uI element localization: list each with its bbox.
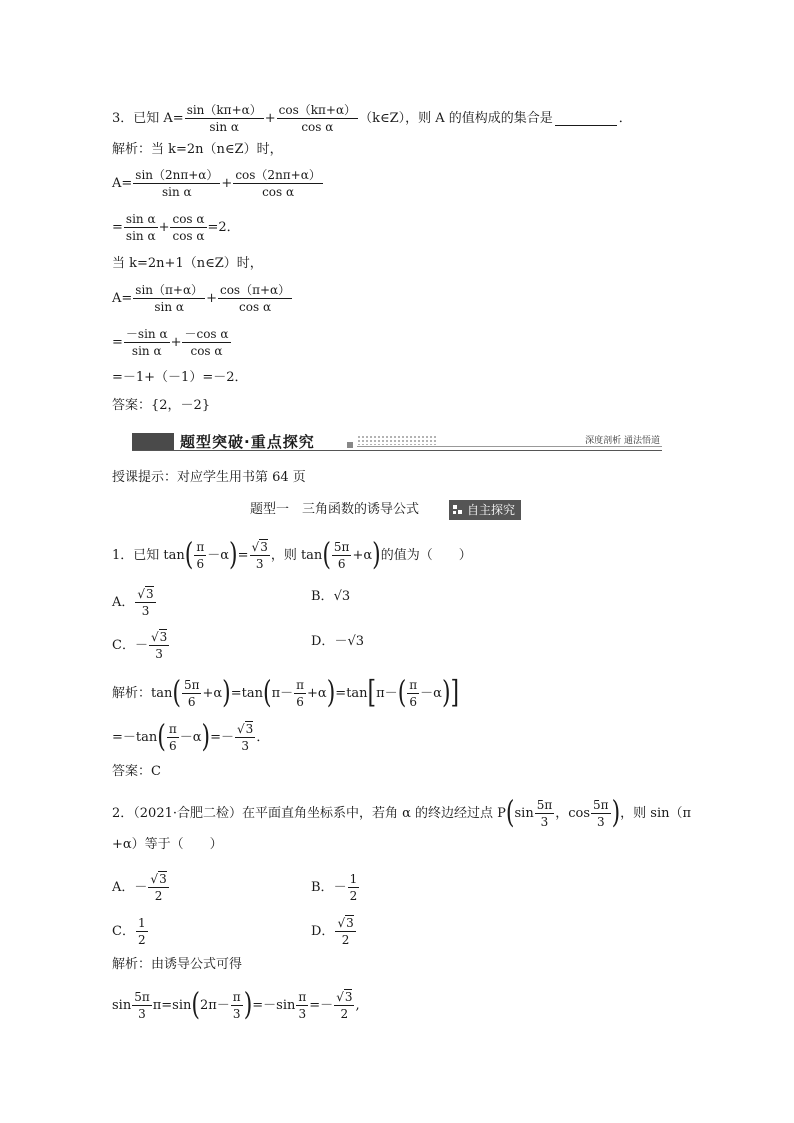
band-rule [132, 450, 662, 451]
solution-line: 解析：当 k=2n（n∈Z）时， [112, 142, 283, 157]
fraction: $\frac{\text{sin α}}{\text{sin α}}$ [125, 212, 156, 243]
fraction: $\frac{\cos(2n\pi+\alpha)}{\text{cos α}}$ [235, 168, 321, 199]
fraction: $\frac{\sin(2n\pi+\alpha)}{\text{sin α}}$ [135, 168, 219, 199]
fraction: $\frac{\cos(k\pi+\alpha)}{\text{cos α}}$ [278, 103, 357, 134]
band-right-text: 深度剖析 通法悟道 [585, 436, 660, 446]
question-2-cont: +α）等于（ ） [112, 837, 223, 852]
question-2: 2．（2021·合肥二检）在平面直角坐标系中，若角 α 的终边经过点 P ( sin $\frac{5\pi}{3}$ ，cos $\frac{5\pi}{3}$ ) ，则 sin（π [112, 795, 692, 831]
solution-line: 当 k=2n+1（n∈Z）时， [112, 256, 263, 271]
option-c[interactable]: C． $\frac{1}{2}$ [112, 916, 146, 947]
solution-line: =－1+（－1）=－2． [112, 370, 248, 385]
section-title: 题型一 三角函数的诱导公式 自主探究 [250, 500, 521, 520]
fraction: $\frac{\text{cos α}}{\text{cos α}}$ [172, 212, 205, 243]
q3-suffix: （k∈Z），则 A 的值构成的集合是 [359, 110, 553, 126]
option-a[interactable]: A． $\frac{√3}{3}$ [112, 587, 154, 618]
fraction: $\frac{\text{－cos α}}{\text{cos α}}$ [184, 327, 229, 358]
fraction: $\frac{\cos(\pi+\alpha)}{\text{cos α}}$ [219, 283, 291, 314]
option-d[interactable]: D． －√3 [311, 634, 364, 649]
band-block [132, 433, 174, 450]
solution-line: = $\frac{\text{－sin α}}{\text{sin α}}$ + $\frac{\text{－cos α}}{\text{cos α}}$ [112, 327, 229, 358]
band-square [347, 442, 353, 448]
option-b[interactable]: B． － $\frac{1}{2}$ [311, 872, 358, 903]
solution-line: = $\frac{\text{sin α}}{\text{sin α}}$ + $\frac{\text{cos α}}{\text{cos α}}$ =2． [112, 212, 240, 243]
fraction: $\frac{\sin(k\pi+\alpha)}{\text{sin α}}$ [186, 103, 262, 134]
option-a[interactable]: A． － $\frac{√3}{2}$ [112, 872, 167, 903]
band-dots [357, 435, 437, 445]
answer-blank[interactable] [555, 111, 617, 126]
option-d[interactable]: D． $\frac{√3}{2}$ [311, 916, 354, 947]
solution-line: =－tan ( $\frac{\pi}{6}$ －α ) =－ $\frac{√3}{3}$ ． [112, 719, 270, 755]
question-3: 3．已知 A= $\frac{\sin(k\pi+\alpha)}{\text{sin α}}$ + $\frac{\cos(k\pi+\alpha)}{\text{cos α}}$ （k∈Z），则 A 的值构成的集合是 ． [112, 103, 632, 134]
solution-line: 解析：tan ( $\frac{5\pi}{6}$ +α ) =tan ( π－ $\frac{\pi}{6}$ +α ) =tan [ π－ ( $\frac{\pi}{6}$ －α ) ] [112, 675, 460, 711]
option-b[interactable]: B． √3 [311, 589, 351, 604]
solution-line: A= $\frac{\sin(\pi+\alpha)}{\text{sin α}}$ + $\frac{\cos(\pi+\alpha)}{\text{cos α}}$ [112, 283, 291, 314]
puzzle-icon [453, 505, 463, 515]
fraction: $\frac{\sin(\pi+\alpha)}{\text{sin α}}$ [135, 283, 204, 314]
solution-line: A= $\frac{\sin(2n\pi+\alpha)}{\text{sin α}}$ + $\frac{\cos(2n\pi+\alpha)}{\text{cos α}}$ [112, 168, 321, 199]
band-title: 题型突破·重点探究 [180, 433, 315, 451]
self-study-badge: 自主探究 [449, 500, 521, 520]
q3-prefix: 3．已知 A= [112, 110, 184, 126]
answer-line: 答案：{2，－2} [112, 398, 211, 413]
option-c[interactable]: C． － $\frac{√3}{3}$ [112, 630, 168, 661]
teaching-hint: 授课提示：对应学生用书第 64 页 [112, 470, 306, 485]
question-1: 1．已知 tan ( $\frac{\pi}{6}$ －α ) = $\frac{√3}{3}$ ，则 tan ( $\frac{5\pi}{6}$ +α ) 的值为（ ） [112, 537, 472, 573]
section-header-band [132, 433, 662, 451]
band-rule [357, 446, 662, 447]
answer-line: 答案：C [112, 764, 161, 779]
solution-line: sin $\frac{5\pi}{3}$ π=sin ( 2π－ $\frac{\pi}{3}$ ) =－sin $\frac{\pi}{3}$ =－ $\frac{√3}{2}$ , [112, 987, 360, 1023]
solution-line: 解析：由诱导公式可得 [112, 957, 243, 972]
fraction: $\frac{\text{－sin α}}{\text{sin α}}$ [125, 327, 168, 358]
